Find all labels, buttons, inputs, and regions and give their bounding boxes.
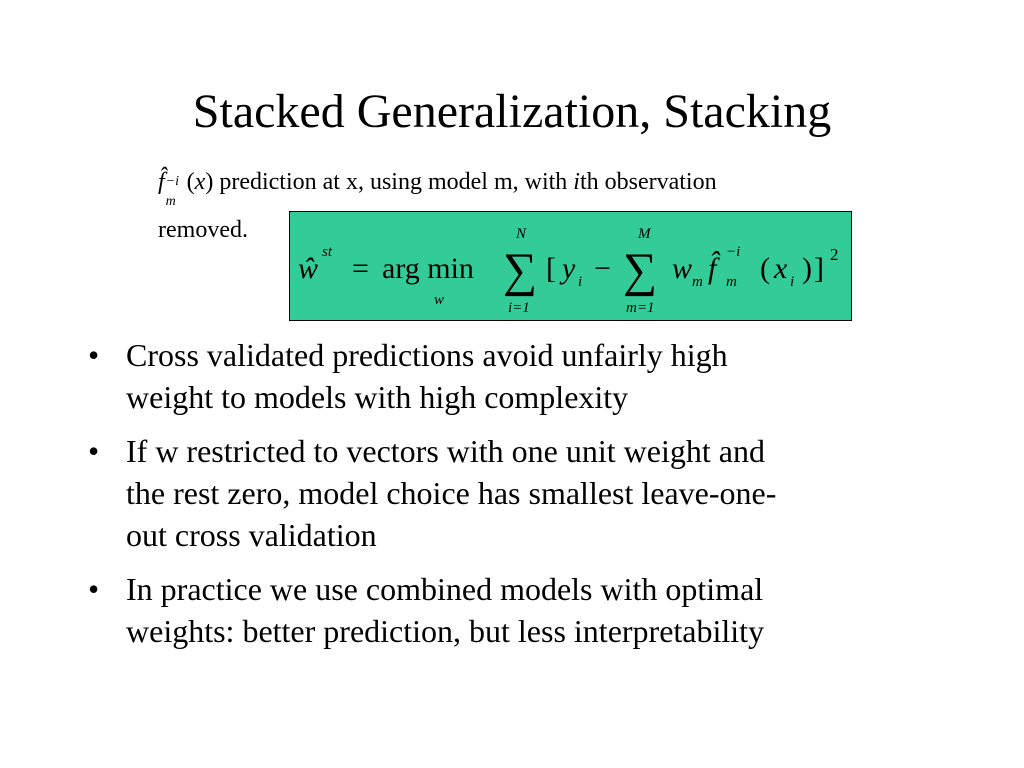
f-hat-superscript: −i [726, 244, 741, 260]
w-hat-symbol: ŵ [298, 252, 319, 285]
sum2-sigma: ∑ [623, 244, 658, 297]
bullet-line: If w restricted to vectors with one unit weight and [126, 433, 765, 469]
f-hat-scripts [165, 174, 187, 209]
left-bracket: [ [546, 252, 556, 285]
bullet-line: weight to models with high complexity [126, 379, 629, 415]
bullet-list [88, 334, 948, 664]
intro-continuation: removed. [158, 217, 248, 243]
argmin-subscript: w [434, 292, 445, 308]
f-hat-superscript: −i [165, 174, 180, 189]
slide-title: Stacked Generalization, Stacking [192, 85, 832, 138]
close-paren: ) [205, 169, 214, 195]
close-paren: ) [802, 252, 812, 285]
minus-sign: − [594, 252, 611, 285]
sum2-lower-limit: m=1 [626, 300, 655, 316]
i-variable: i [573, 169, 580, 195]
bullet-item [88, 568, 948, 652]
y-subscript: i [578, 274, 583, 290]
intro-definition [158, 164, 717, 209]
bullet-line: out cross validation [126, 517, 377, 553]
square-exponent: 2 [830, 245, 839, 264]
argmin-operator: arg min [382, 252, 474, 285]
bullet-icon: • [88, 337, 100, 373]
x-subscript: i [790, 274, 795, 290]
bullet-line: In practice we use combined models with optimal [126, 571, 764, 607]
bullet-icon: • [88, 433, 100, 469]
y-variable: y [562, 252, 576, 285]
x-variable: x [194, 169, 206, 195]
bullet-item [88, 430, 948, 556]
sum2-upper-limit: M [638, 226, 651, 242]
f-hat-subscript: m [726, 274, 737, 290]
open-paren: ( [186, 169, 195, 195]
intro-text-part-a: prediction at x, using model m, with [213, 169, 574, 195]
f-hat-symbol: f̂ [158, 169, 165, 195]
equals-sign: = [352, 252, 369, 285]
stacking-formula [290, 212, 851, 320]
f-hat-symbol: f̂ [708, 252, 717, 285]
sum1-upper-limit: N [516, 226, 527, 242]
sum1-lower-limit: i=1 [508, 300, 530, 316]
open-paren: ( [760, 252, 770, 285]
w-hat-superscript: st [322, 244, 333, 260]
stacking-formula-box [289, 211, 852, 321]
bullet-icon: • [88, 571, 100, 607]
f-hat-subscript: m [165, 194, 176, 209]
intro-text-part-b: th observation [579, 169, 717, 195]
x-variable: x [774, 252, 788, 285]
right-bracket: ] [814, 252, 824, 285]
bullet-line: weights: better prediction, but less interpretability [126, 613, 765, 649]
bullet-line: Cross validated predictions avoid unfairly high [126, 337, 728, 373]
w-subscript: m [692, 274, 703, 290]
bullet-line: the rest zero, model choice has smallest leave-one- [126, 475, 777, 511]
w-variable: w [672, 252, 693, 285]
sum1-sigma: ∑ [503, 244, 538, 297]
bullet-item [88, 334, 948, 418]
